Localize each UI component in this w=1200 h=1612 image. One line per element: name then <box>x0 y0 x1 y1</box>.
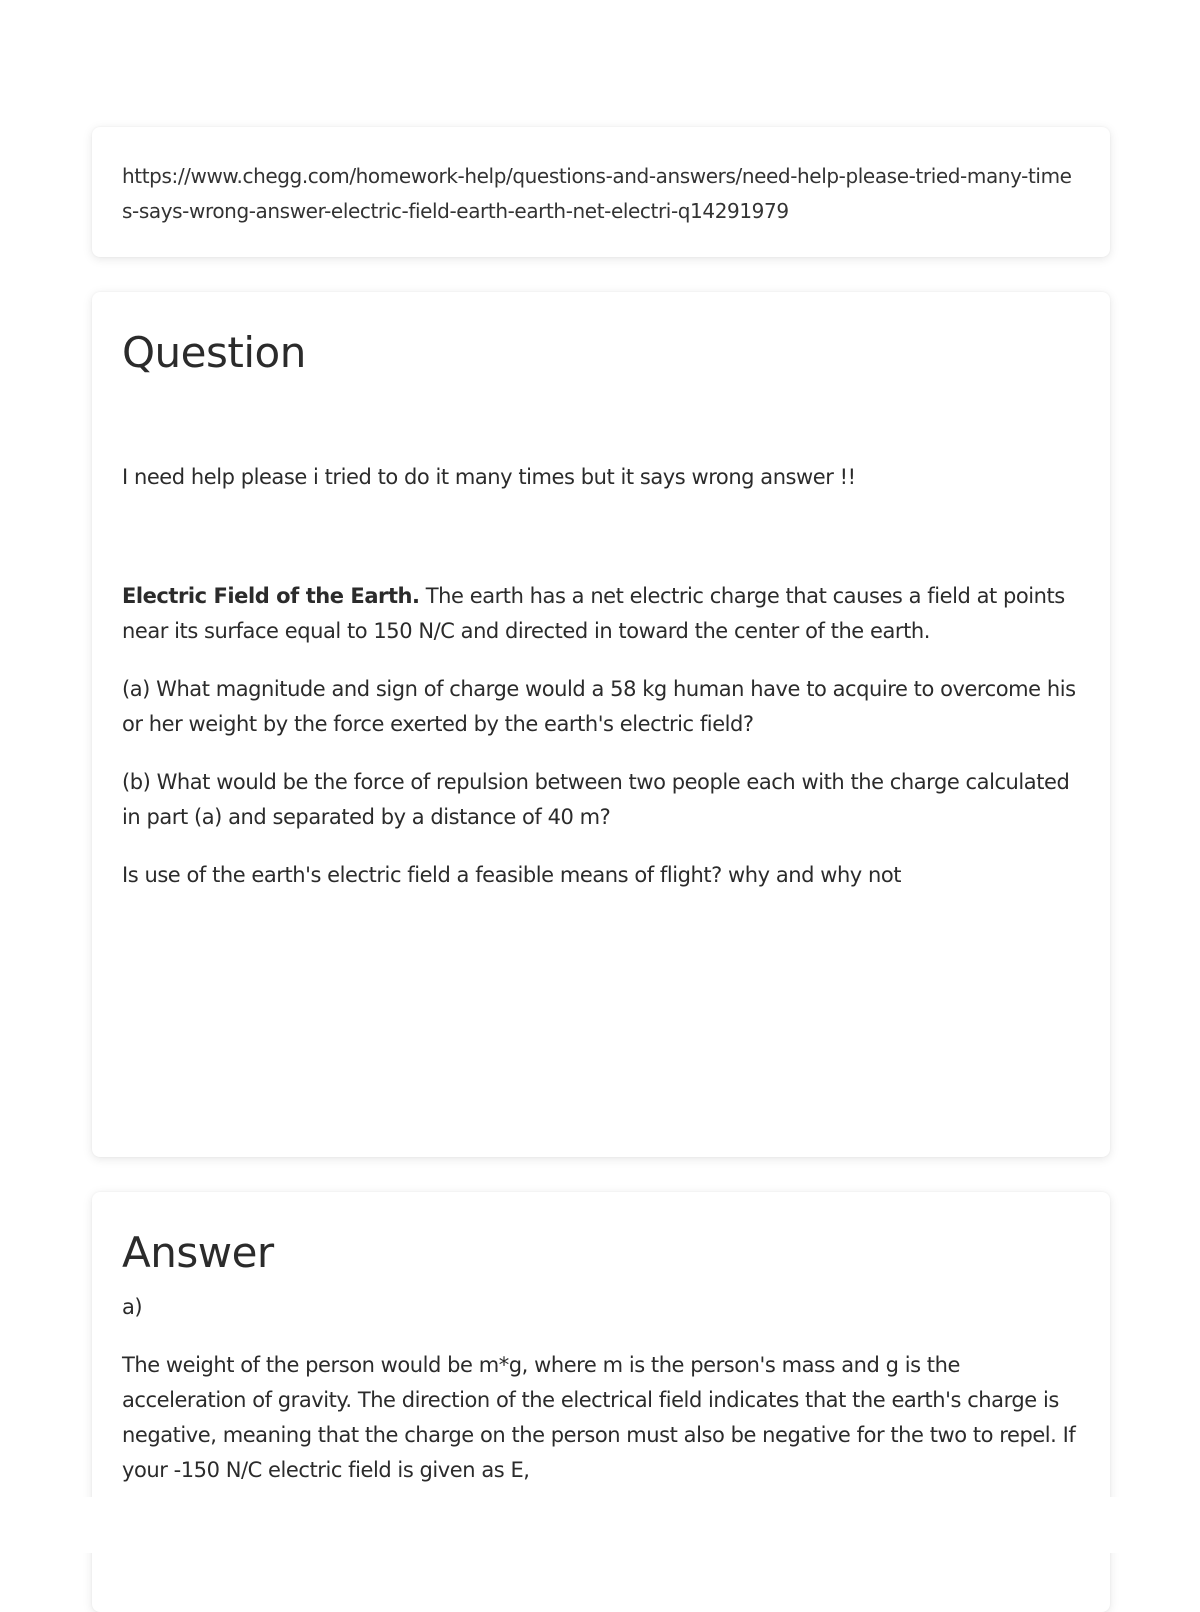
question-part-b: (b) What would be the force of repulsion between two people each with the charge calculated in part (a) and separated by a distance of 40 m? <box>122 770 1070 829</box>
answer-heading: Answer <box>122 1228 274 1277</box>
question-main-text: The earth has a net electric charge that causes a field at points near its surface equal to 150 N/C and directed in toward the center of the earth. <box>122 584 1065 643</box>
answer-body: The weight of the person would be m*g, where m is the person's mass and g is the acceleration of gravity. The direction of the electrical field indicates that the earth's charge is negative, meaning that the charge on the person must also be negative for the two to repel. If your -150 N/C electric field is given as E, <box>122 1353 1076 1482</box>
answer-part-label: a) <box>122 1295 143 1319</box>
page-bottom-margin <box>0 1497 1200 1553</box>
source-url-card <box>92 127 1110 257</box>
source-url[interactable]: https://www.chegg.com/homework-help/questions-and-answers/need-help-please-tried-many-times-says-wrong-answer-electric-field-earth-earth-net-electri-q14291979 <box>122 164 1072 223</box>
question-main <box>122 579 1080 649</box>
question-main-title: Electric Field of the Earth. <box>122 584 420 608</box>
question-part-a: (a) What magnitude and sign of charge would a 58 kg human have to acquire to overcome his or her weight by the force exerted by the earth's electric field? <box>122 677 1076 736</box>
question-intro: I need help please i tried to do it many times but it says wrong answer !! <box>122 465 856 489</box>
question-closing: Is use of the earth's electric field a feasible means of flight? why and why not <box>122 863 902 887</box>
question-card <box>92 292 1110 1157</box>
question-heading: Question <box>122 328 306 377</box>
